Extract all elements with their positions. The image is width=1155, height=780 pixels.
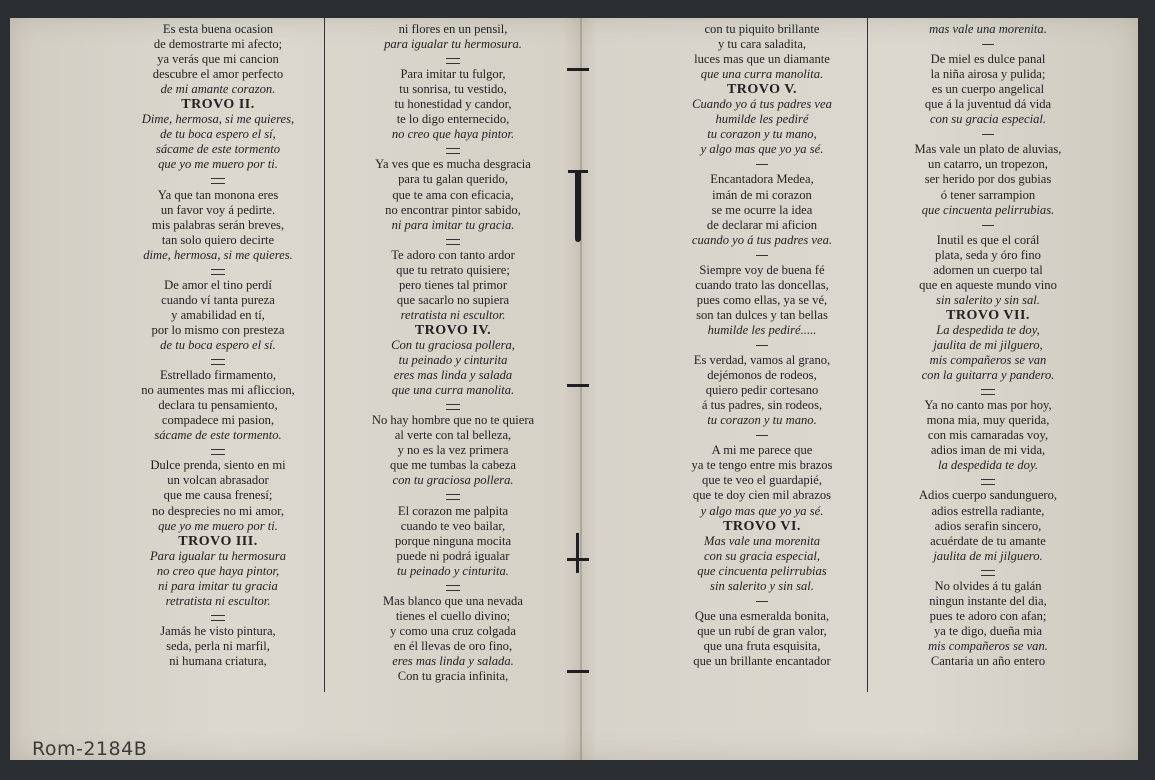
- verse-line: y tu cara saladita,: [717, 37, 807, 52]
- verse-line: tu corazon y tu mano.: [707, 413, 817, 428]
- verse-line: puede ni podrá igualar: [396, 548, 510, 563]
- verse-line: Mas blanco que una nevada: [383, 593, 523, 608]
- verse-line: Es esta buena ocasion: [162, 22, 274, 36]
- verse-line: que á la juventud dá vida: [924, 97, 1052, 112]
- verse-line: que yo me muero por ti.: [158, 518, 278, 533]
- stanza-separator: [118, 353, 318, 368]
- stanza-separator: [118, 172, 318, 187]
- section-heading: TROVO V.: [726, 82, 798, 98]
- stanza-separator: [887, 564, 1089, 579]
- verse-line: cuando trato las doncellas,: [695, 277, 829, 292]
- verse-line: De miel es dulce panal: [930, 52, 1046, 67]
- verse-line: Que una esmeralda bonita,: [694, 608, 830, 623]
- verse-line: que te doy cien mil abrazos: [692, 488, 832, 503]
- verse-line: para tu galan querido,: [398, 172, 508, 187]
- verse-line: no creo que haya pintor,: [156, 563, 280, 578]
- verse-line: y como una cruz colgada: [390, 623, 516, 638]
- stanza-separator: [347, 579, 559, 594]
- verse-line: ningun instante del dia,: [929, 593, 1047, 608]
- verse-line: un favor voy á pedirte.: [160, 202, 276, 217]
- verse-line: cuando ví tanta pureza: [161, 292, 275, 307]
- verse-line: y amabilidad en tí,: [171, 307, 265, 322]
- verse-line: cuando yo á tus padres vea.: [691, 232, 833, 247]
- verse-line: son tan dulces y tan bellas: [696, 307, 828, 322]
- section-heading: TROVO VI.: [723, 518, 801, 534]
- verse-line: Jamás he visto pintura,: [160, 623, 276, 638]
- column-1: [118, 22, 318, 669]
- verse-line: adornen un cuerpo tal: [933, 262, 1043, 277]
- verse-line: con su gracia especial,: [703, 548, 821, 563]
- verse-line: pues como ellas, ya se vé,: [696, 292, 828, 307]
- verse-line: que cincuenta pelirrubias.: [921, 202, 1055, 217]
- verse-line: luces mas que un diamante: [694, 52, 830, 67]
- stanza-separator: [347, 488, 559, 503]
- stanza-separator: [661, 428, 863, 443]
- verse-line: mis palabras serán breves,: [151, 217, 285, 232]
- verse-line: Adios cuerpo sandunguero,: [918, 488, 1058, 503]
- verse-line: con la guitarra y pandero.: [921, 368, 1055, 383]
- verse-line: que una fruta esquisita,: [703, 638, 821, 653]
- verse-line: con tu piquito brillante: [704, 22, 820, 36]
- verse-line: Dulce prenda, siento en mi: [150, 458, 286, 473]
- verse-line: Para igualar tu hermosura: [149, 548, 287, 563]
- verse-line: pues te adoro con afan;: [929, 608, 1047, 623]
- verse-line: imán de mi corazon: [712, 187, 812, 202]
- verse-line: que me tumbas la cabeza: [390, 458, 516, 473]
- verse-line: plata, seda y óro fino: [935, 247, 1041, 262]
- verse-line: Mas vale un plato de aluvias,: [914, 142, 1062, 157]
- section-heading: TROVO III.: [178, 533, 258, 549]
- verse-line: eres mas linda y salada.: [392, 653, 514, 668]
- verse-line: Ya no canto mas por hoy,: [924, 398, 1052, 413]
- verse-line: descubre el amor perfecto: [152, 67, 284, 82]
- verse-line: Es verdad, vamos al grano,: [693, 353, 831, 368]
- column-3: [661, 22, 863, 669]
- column-rule-left: [324, 18, 325, 692]
- verse-line: adios estrella radiante,: [931, 503, 1045, 518]
- verse-line: ya te tengo entre mis brazos: [691, 458, 833, 473]
- verse-line: mona mia, muy querida,: [926, 413, 1050, 428]
- verse-line: con mis camaradas voy,: [927, 428, 1049, 443]
- stitch-mark: [567, 68, 589, 71]
- stanza-separator: [887, 218, 1089, 233]
- column-4: [887, 22, 1089, 669]
- verse-line: que en aqueste mundo vino: [919, 277, 1057, 292]
- verse-line: de mi amante corazon.: [160, 82, 276, 97]
- verse-line: que me causa frenesí;: [163, 488, 273, 503]
- stanza-separator: [347, 142, 559, 157]
- verse-line: un catarro, un tropezon,: [928, 157, 1048, 172]
- verse-line: ya verás que mi cancion: [157, 52, 279, 67]
- section-heading: TROVO VII.: [946, 307, 1030, 323]
- section-heading: TROVO II.: [181, 97, 255, 113]
- verse-line: porque ninguna mocita: [394, 533, 512, 548]
- verse-line: no desprecies no mi amor,: [151, 503, 285, 518]
- verse-line: ser herido por dos gubias: [924, 172, 1052, 187]
- verse-line: que cincuenta pelirrubias: [697, 563, 827, 578]
- pin-mark: [575, 172, 581, 242]
- verse-line: que te veo el guardapié,: [702, 473, 822, 488]
- verse-line: retratista ni escultor.: [165, 593, 271, 608]
- verse-line: para igualar tu hermosura.: [384, 37, 522, 52]
- verse-line: tu sonrisa, tu vestido,: [399, 82, 507, 97]
- verse-line: retratista ni escultor.: [400, 307, 506, 322]
- verse-line: la despedida te doy.: [937, 458, 1039, 473]
- verse-line: ni humana criatura,: [169, 653, 267, 668]
- verse-line: se me ocurre la idea: [711, 202, 813, 217]
- verse-line: no encontrar pintor sabido,: [385, 202, 521, 217]
- verse-line: con tu graciosa pollera.: [392, 473, 514, 488]
- verse-line: que una curra manolita.: [700, 67, 824, 82]
- verse-line: Cuando yo á tus padres vea: [692, 97, 832, 112]
- verse-line: tu corazon y tu mano,: [707, 127, 817, 142]
- verse-line: La despedida te doy,: [936, 322, 1040, 337]
- verse-line: ni para imitar tu gracia.: [391, 217, 515, 232]
- verse-line: te lo digo enternecido,: [396, 112, 510, 127]
- verse-line: ya te digo, dueña mia: [933, 623, 1043, 638]
- verse-line: mas vale una morenita.: [929, 22, 1047, 36]
- verse-line: ni para imitar tu gracia: [158, 578, 278, 593]
- stitch-mark: [567, 670, 589, 673]
- section-heading: TROVO IV.: [414, 322, 492, 338]
- verse-line: jaulita de mi jilguero,: [933, 337, 1043, 352]
- verse-line: pero tienes tal primor: [398, 277, 508, 292]
- verse-line: que yo me muero por ti.: [158, 157, 278, 172]
- stanza-separator: [661, 594, 863, 609]
- stanza-separator: [661, 338, 863, 353]
- verse-line: Para imitar tu fulgor,: [400, 67, 506, 82]
- verse-line: cuando te veo bailar,: [400, 518, 506, 533]
- verse-line: un volcan abrasador: [167, 473, 269, 488]
- stanza-separator: [887, 473, 1089, 488]
- verse-line: El corazon me palpita: [397, 503, 509, 518]
- stanza-separator: [887, 383, 1089, 398]
- stitch-mark: [567, 558, 589, 561]
- verse-line: quiero pedir cortesano: [705, 383, 819, 398]
- verse-line: mis compañeros se van.: [928, 638, 1048, 653]
- verse-line: Cantaria un año entero: [930, 653, 1046, 668]
- verse-line: Siempre voy de buena fé: [699, 262, 825, 277]
- stanza-separator: [347, 52, 559, 67]
- stanza-separator: [118, 443, 318, 458]
- verse-line: De amor el tino perdí: [164, 277, 272, 292]
- verse-line: adios serafin sincero,: [934, 518, 1042, 533]
- center-fold: [580, 18, 582, 760]
- verse-line: Estrellado firmamento,: [159, 368, 277, 383]
- stanza-separator: [887, 37, 1089, 52]
- verse-line: sácame de este tormento: [155, 142, 281, 157]
- column-rule-right: [867, 18, 868, 692]
- verse-line: ni flores en un pensil,: [398, 22, 508, 36]
- verse-line: y no es la vez primera: [397, 443, 509, 458]
- verse-line: dime, hermosa, si me quieres.: [143, 247, 293, 262]
- verse-line: dejémonos de rodeos,: [707, 368, 817, 383]
- verse-line: no creo que haya pintor.: [391, 127, 515, 142]
- verse-line: que tu retrato quisiere;: [396, 262, 510, 277]
- stanza-separator: [347, 233, 559, 248]
- verse-line: sácame de este tormento.: [154, 428, 282, 443]
- verse-line: por lo mismo con presteza: [151, 322, 285, 337]
- verse-line: en él llevas de oro fino,: [393, 638, 513, 653]
- verse-line: de declarar mi aficion: [706, 217, 818, 232]
- pin-mark: [576, 533, 579, 573]
- verse-line: tu peinado y cinturita: [398, 353, 508, 368]
- verse-line: humilde les pediré: [715, 112, 809, 127]
- verse-line: tu honestidad y candor,: [394, 97, 512, 112]
- verse-line: tu peinado y cinturita.: [397, 563, 509, 578]
- verse-line: que un rubí de gran valor,: [697, 623, 827, 638]
- verse-line: Inutil es que el corál: [936, 232, 1040, 247]
- stanza-separator: [661, 248, 863, 263]
- verse-line: A mi me parece que: [711, 443, 813, 458]
- verse-line: Ya que tan monona eres: [157, 187, 279, 202]
- verse-line: No hay hombre que no te quiera: [371, 413, 535, 428]
- verse-line: la niña airosa y pulida;: [930, 67, 1046, 82]
- verse-line: adios iman de mi vida,: [930, 443, 1046, 458]
- column-2: [347, 22, 559, 684]
- verse-line: eres mas linda y salada: [393, 368, 513, 383]
- verse-line: tienes el cuello divino;: [395, 608, 511, 623]
- verse-line: acuérdate de tu amante: [930, 533, 1046, 548]
- verse-line: Mas vale una morenita: [703, 533, 820, 548]
- verse-line: ó tener sarrampion: [940, 187, 1036, 202]
- verse-line: con su gracia especial.: [929, 112, 1047, 127]
- verse-line: de tu boca espero el sí.: [160, 337, 276, 352]
- verse-line: sin salerito y sin sal.: [936, 292, 1040, 307]
- verse-line: que un brillante encantador: [693, 653, 831, 668]
- stanza-separator: [118, 609, 318, 624]
- stanza-separator: [887, 127, 1089, 142]
- verse-line: sin salerito y sin sal.: [710, 578, 814, 593]
- verse-line: que sacarlo no supiera: [396, 292, 510, 307]
- verse-line: Encantadora Medea,: [710, 172, 814, 187]
- verse-line: de demostrarte mi afecto;: [153, 37, 283, 52]
- verse-line: seda, perla ni marfil,: [166, 638, 270, 653]
- verse-line: Ya ves que es mucha desgracia: [375, 157, 531, 172]
- verse-line: compadece mi pasion,: [161, 413, 275, 428]
- verse-line: que una curra manolita.: [391, 383, 515, 398]
- verse-line: que te ama con eficacia,: [392, 187, 514, 202]
- verse-line: tan solo quiero decirte: [161, 232, 275, 247]
- catalog-mark: Rom-2184B: [32, 738, 148, 760]
- stanza-separator: [661, 157, 863, 172]
- printed-sheet: [10, 18, 1138, 760]
- verse-line: no aumentes mas mi afliccion,: [141, 383, 295, 398]
- verse-line: Dime, hermosa, si me quieres,: [141, 112, 295, 127]
- stanza-separator: [347, 398, 559, 413]
- stitch-mark: [567, 384, 589, 387]
- verse-line: Con tu graciosa pollera,: [391, 337, 515, 352]
- verse-line: y algo mas que yo ya sé.: [700, 142, 824, 157]
- verse-line: y algo mas que yo ya sé.: [700, 503, 824, 518]
- verse-line: al verte con tal belleza,: [394, 428, 512, 443]
- verse-line: No olvides á tu galán: [934, 578, 1042, 593]
- verse-line: Con tu gracia infinita,: [397, 669, 509, 684]
- verse-line: mis compañeros se van: [929, 353, 1047, 368]
- verse-line: jaulita de mi jilguero.: [933, 548, 1043, 563]
- verse-line: de tu boca espero el sí,: [160, 127, 276, 142]
- verse-line: á tus padres, sin rodeos,: [701, 398, 823, 413]
- verse-line: Te adoro con tanto ardor: [391, 247, 515, 262]
- stanza-separator: [118, 263, 318, 278]
- verse-line: humilde les pediré.....: [707, 322, 817, 337]
- verse-line: es un cuerpo angelical: [931, 82, 1045, 97]
- verse-line: declara tu pensamiento,: [158, 398, 278, 413]
